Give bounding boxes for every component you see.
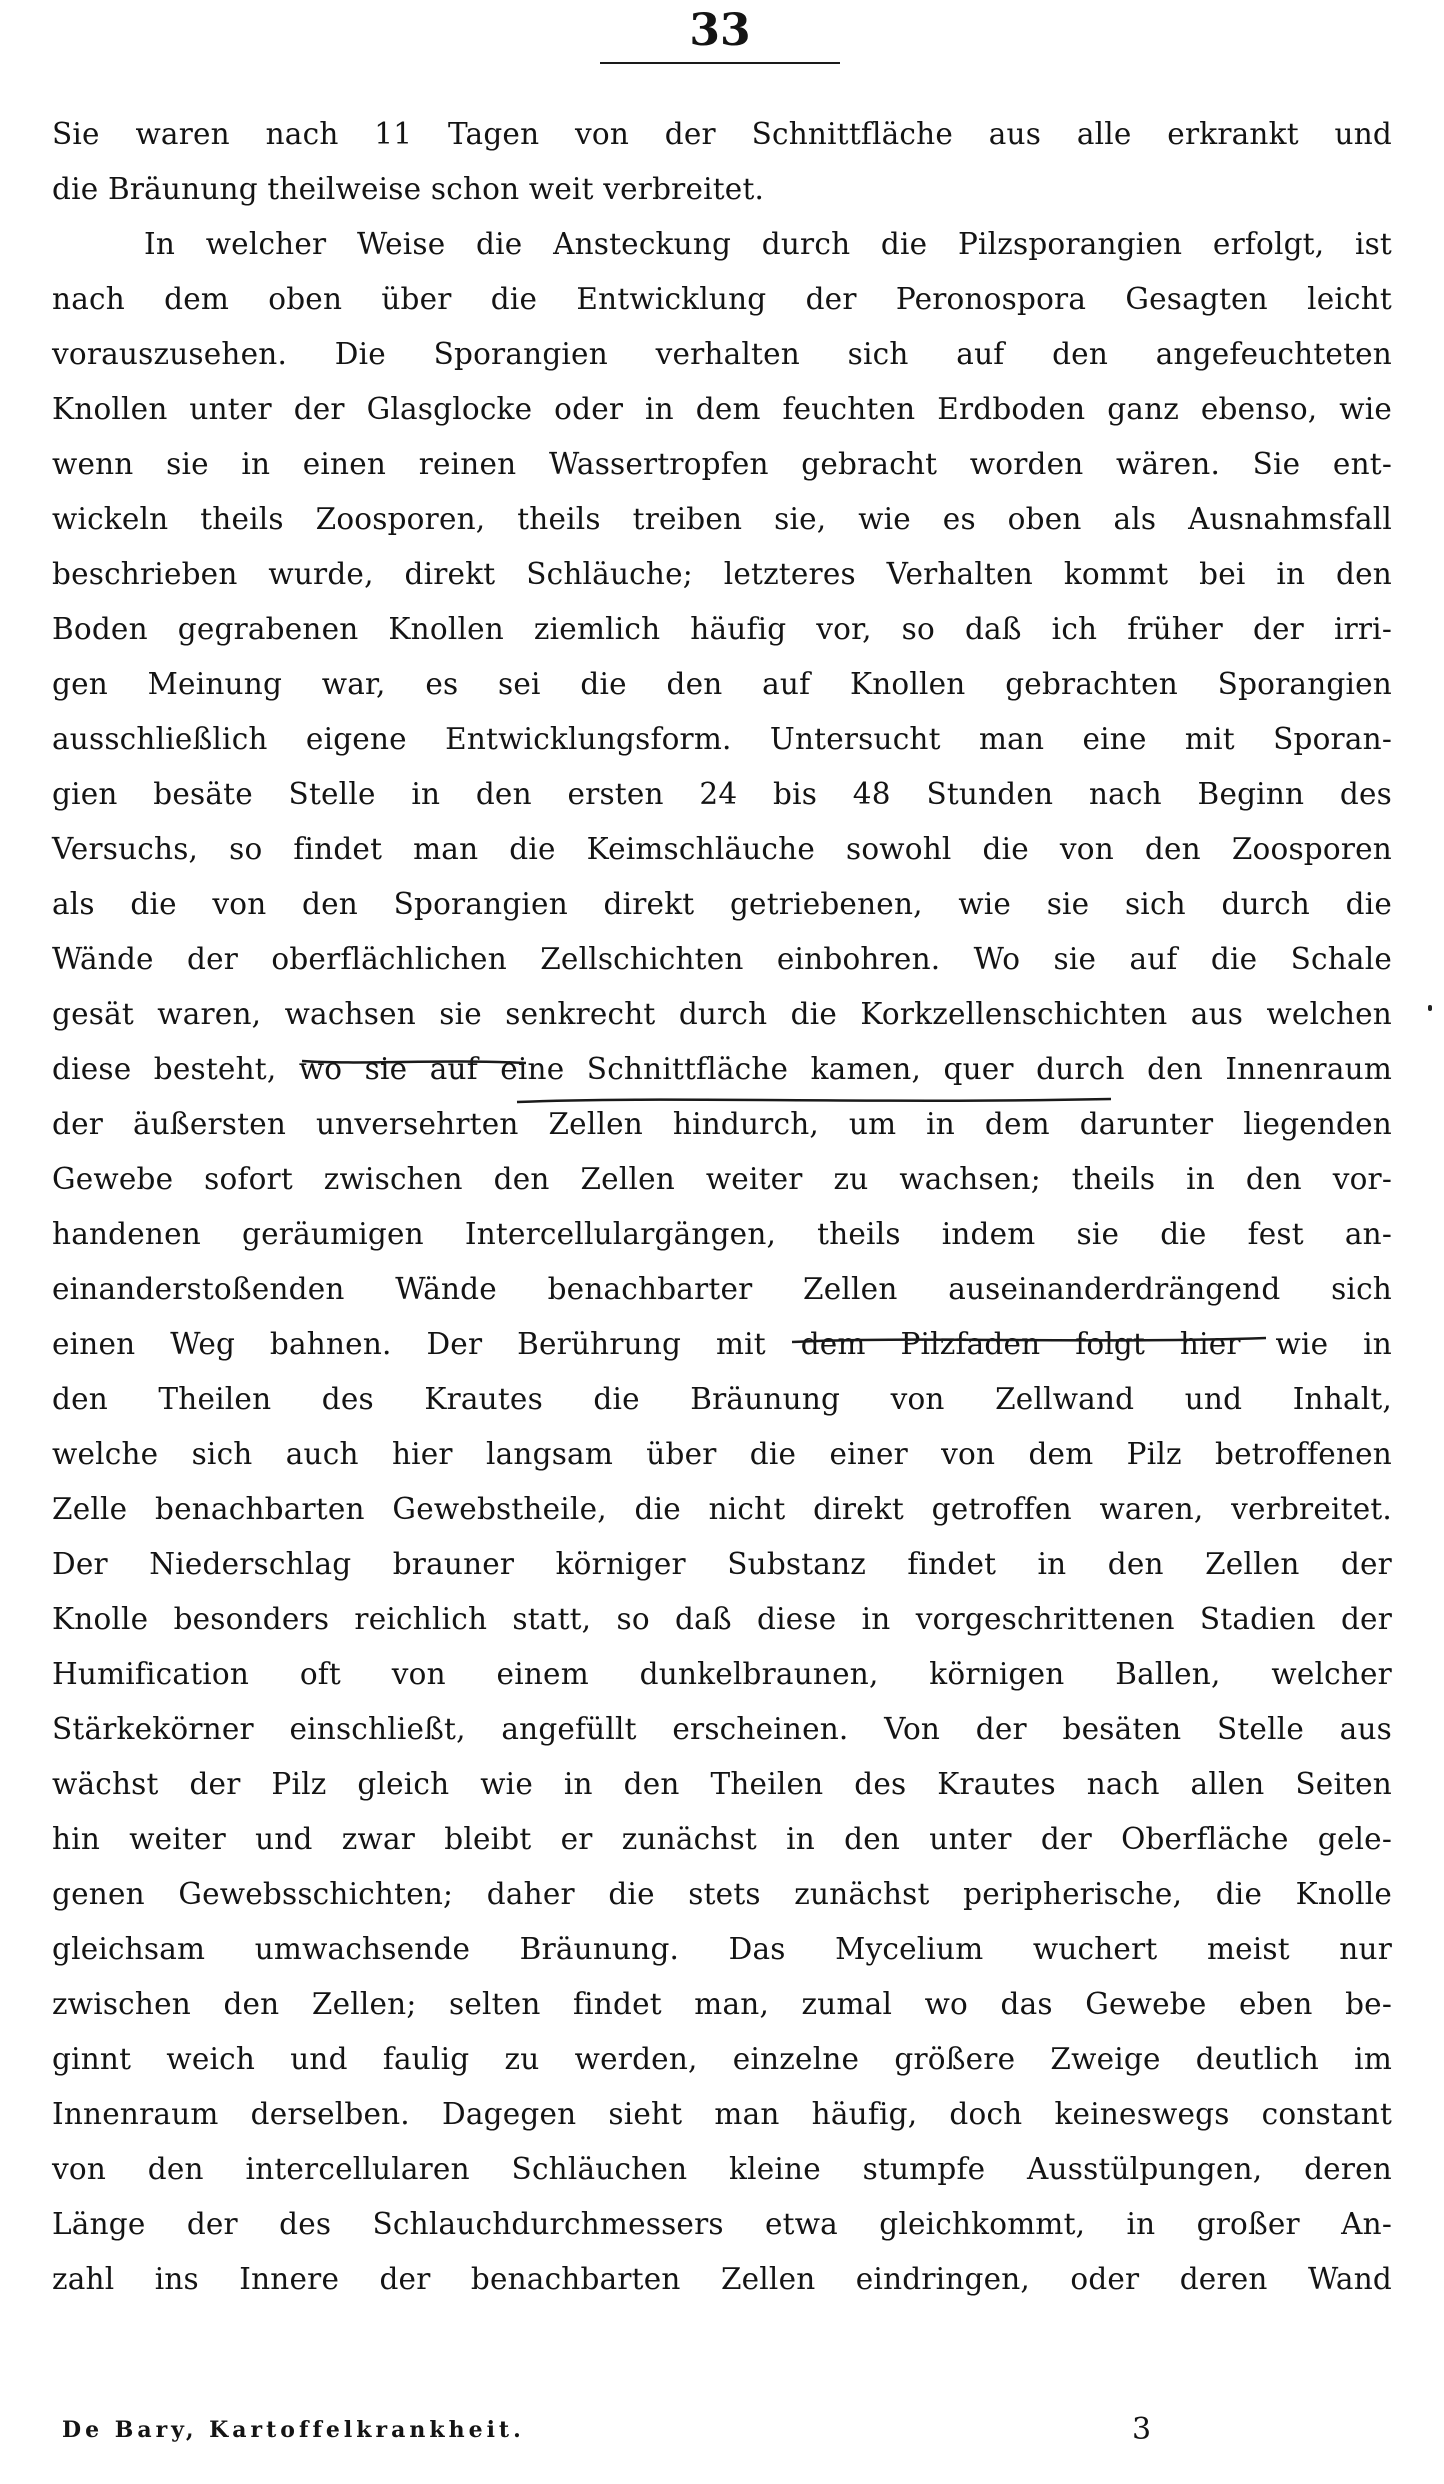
header-rule <box>600 62 840 64</box>
page-number: 33 <box>689 5 751 56</box>
footer-author-line: De Bary, Kartoffelkrankheit. <box>62 2417 525 2443</box>
text-line: Wände der oberflächlichen Zellschichten einbohren. Wo sie auf die Schale <box>52 942 1392 976</box>
text-line: Stärkekörner einschließt, angefüllt erscheinen. Von der besäten Stelle aus <box>52 1712 1392 1746</box>
text-line: Länge der des Schlauchdurchmessers etwa gleichkommt, in großer An- <box>52 2207 1392 2241</box>
text-line: nach dem oben über die Entwicklung der Peronospora Gesagten leicht <box>52 282 1392 316</box>
text-line: wickeln theils Zoosporen, theils treiben sie, wie es oben als Ausnahmsfall <box>52 502 1392 536</box>
text-line: der äußersten unversehrten Zellen hindurch, um in dem darunter liegenden <box>52 1107 1392 1141</box>
paragraph-start-line: In welcher Weise die Ansteckung durch die Pilzsporangien erfolgt, ist <box>144 227 1392 261</box>
text-line: vorauszusehen. Die Sporangien verhalten sich auf den angefeuchteten <box>52 337 1392 371</box>
text-line: genen Gewebsschichten; daher die stets zunächst peripherische, die Knolle <box>52 1877 1392 1911</box>
margin-ink-dot <box>1428 1005 1432 1011</box>
page-footer <box>52 2410 1392 2450</box>
text-line: ginnt weich und faulig zu werden, einzelne größere Zweige deutlich im <box>52 2042 1392 2076</box>
text-line: ausschließlich eigene Entwicklungsform. Untersucht man eine mit Sporan- <box>52 722 1392 756</box>
signature-mark: 3 <box>1132 2412 1152 2447</box>
text-line: gien besäte Stelle in den ersten 24 bis 48 Stunden nach Beginn des <box>52 777 1392 811</box>
text-line: Gewebe sofort zwischen den Zellen weiter zu wachsen; theils in den vor- <box>52 1162 1392 1196</box>
text-line: gesät waren, wachsen sie senkrecht durch die Korkzellenschichten aus welchen <box>52 997 1392 1031</box>
text-line: als die von den Sporangien direkt getriebenen, wie sie sich durch die <box>52 887 1392 921</box>
text-line: einanderstoßenden Wände benachbarter Zellen auseinanderdrängend sich <box>52 1272 1392 1306</box>
body-text <box>52 107 1392 2307</box>
text-line: die Bräunung theilweise schon weit verbreitet. <box>52 172 765 206</box>
text-line: von den intercellularen Schläuchen kleine stumpfe Ausstülpungen, deren <box>52 2152 1392 2186</box>
text-line: welche sich auch hier langsam über die einer von dem Pilz betroffenen <box>52 1437 1392 1471</box>
text-line: Innenraum derselben. Dagegen sieht man häufig, doch keineswegs constant <box>52 2097 1392 2131</box>
text-line: diese besteht, wo sie auf eine Schnittfläche kamen, quer durch den Innenraum <box>52 1052 1392 1086</box>
text-line: zahl ins Innere der benachbarten Zellen eindringen, oder deren Wand <box>52 2262 1392 2296</box>
text-line: Knollen unter der Glasglocke oder in dem feuchten Erdboden ganz ebenso, wie <box>52 392 1392 426</box>
text-line: den Theilen des Krautes die Bräunung von Zellwand und Inhalt, <box>52 1382 1392 1416</box>
text-line: Knolle besonders reichlich statt, so daß diese in vorgeschrittenen Stadien der <box>52 1602 1392 1636</box>
text-line: Boden gegrabenen Knollen ziemlich häufig vor, so daß ich früher der irri- <box>52 612 1392 646</box>
text-line: wächst der Pilz gleich wie in den Theilen des Krautes nach allen Seiten <box>52 1767 1392 1801</box>
text-line: Der Niederschlag brauner körniger Substanz findet in den Zellen der <box>52 1547 1392 1581</box>
text-line: gleichsam umwachsende Bräunung. Das Mycelium wuchert meist nur <box>52 1932 1392 1966</box>
text-line: Versuchs, so findet man die Keimschläuche sowohl die von den Zoosporen <box>52 832 1392 866</box>
text-line: Sie waren nach 11 Tagen von der Schnittfläche aus alle erkrankt und <box>52 117 1392 151</box>
text-line: hin weiter und zwar bleibt er zunächst in den unter der Oberfläche gele- <box>52 1822 1392 1856</box>
text-line: wenn sie in einen reinen Wassertropfen gebracht worden wären. Sie ent- <box>52 447 1392 481</box>
text-line: Zelle benachbarten Gewebstheile, die nicht direkt getroffen waren, verbreitet. <box>52 1492 1392 1526</box>
text-line: zwischen den Zellen; selten findet man, zumal wo das Gewebe eben be- <box>52 1987 1392 2021</box>
text-line: beschrieben wurde, direkt Schläuche; letzteres Verhalten kommt bei in den <box>52 557 1392 591</box>
text-line: einen Weg bahnen. Der Berührung mit dem Pilzfaden folgt hier wie in <box>52 1327 1392 1361</box>
text-line: handenen geräumigen Intercellulargängen, theils indem sie die fest an- <box>52 1217 1392 1251</box>
text-line: Humification oft von einem dunkelbraunen, körnigen Ballen, welcher <box>52 1657 1392 1691</box>
text-line: gen Meinung war, es sei die den auf Knollen gebrachten Sporangien <box>52 667 1392 701</box>
